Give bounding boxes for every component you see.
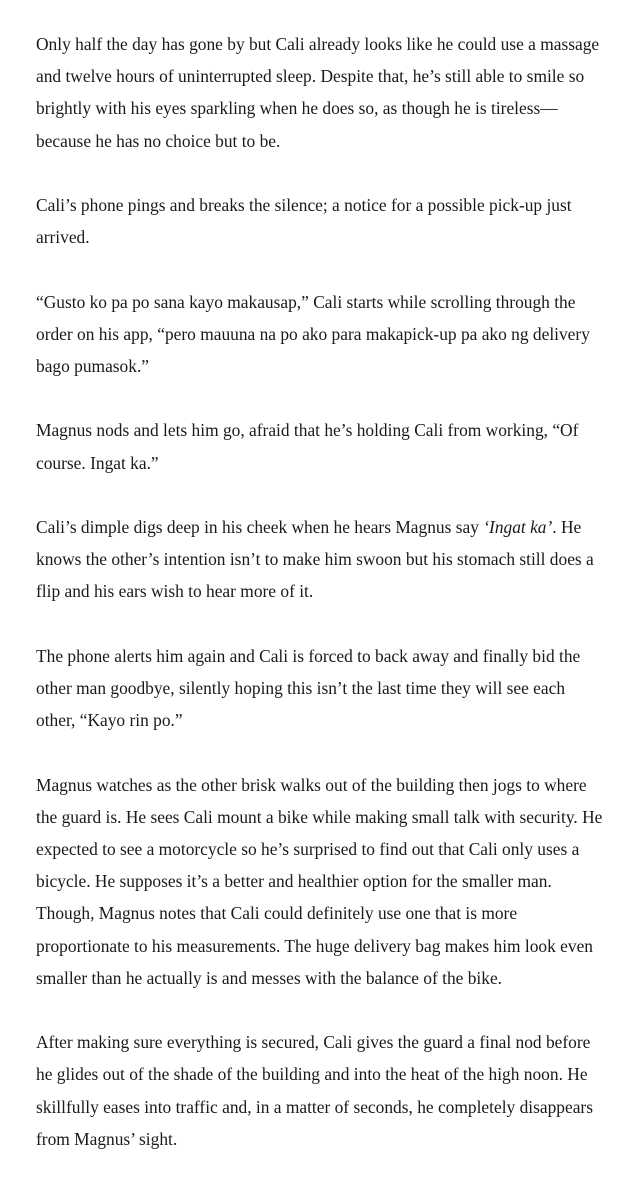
paragraph-text: Only half the day has gone by but Cali already looks like he could use a massage and twelve hours of uninterrupted sleep. Despite that, he’s still able to smile so brightly with his eyes sparkling when he does so, as though he is tireless—because he has no choice but to be. xyxy=(36,34,600,151)
paragraph-text: Cali’s dimple digs deep in his cheek when he hears Magnus say xyxy=(36,516,484,537)
paragraph-text: Cali’s phone pings and breaks the silence; a notice for a possible pick-up just arrived. xyxy=(36,195,572,248)
paragraph xyxy=(36,511,603,608)
paragraph xyxy=(36,189,603,253)
italic-phrase: ‘Ingat ka’ xyxy=(483,516,553,537)
paragraph xyxy=(36,1026,603,1155)
paragraph-text: Magnus nods and lets him go, afraid that he’s holding Cali from working, “Of course. Ingat ka.” xyxy=(36,420,579,473)
paragraph-text: The phone alerts him again and Cali is forced to back away and finally bid the other man goodbye, silently hoping this isn’t the last time they will see each other, “Kayo rin po.” xyxy=(36,645,581,731)
paragraph-text: . He knows the other’s intention isn’t to make him swoon but his stomach still does a flip and his ears wish to hear more of it. xyxy=(36,516,594,602)
paragraph-text: “Gusto ko pa po sana kayo makausap,” Cali starts while scrolling through the order on his app, “pero mauuna na po ako para makapick-up pa ako ng delivery bago pumasok.” xyxy=(36,291,590,376)
paragraph-text: After making sure everything is secured, Cali gives the guard a final nod before he glides out of the shade of the building and into the heat of the high noon. He skillfully eases into traffic and, in a matter of seconds, he completely disappears from Magnus’ sight. xyxy=(36,1032,593,1149)
paragraph-text: Magnus watches as the other brisk walks out of the building then jogs to where the guard is. He sees Cali mount a bike while making small talk with security. He expected to see a motorcycle so he’s surprised to find out that Cali only uses a bicycle. He supposes it’s a better and healthier option for the smaller man. Though, Magnus notes that Cali could definitely use one that is more proportionate to his measurements. The huge delivery bag makes him look even smaller than he actually is and messes with the balance of the bike. xyxy=(36,774,603,988)
paragraph xyxy=(36,28,603,157)
paragraph xyxy=(36,286,603,383)
paragraph xyxy=(36,414,603,478)
paragraph xyxy=(36,640,603,737)
paragraph xyxy=(36,769,603,994)
